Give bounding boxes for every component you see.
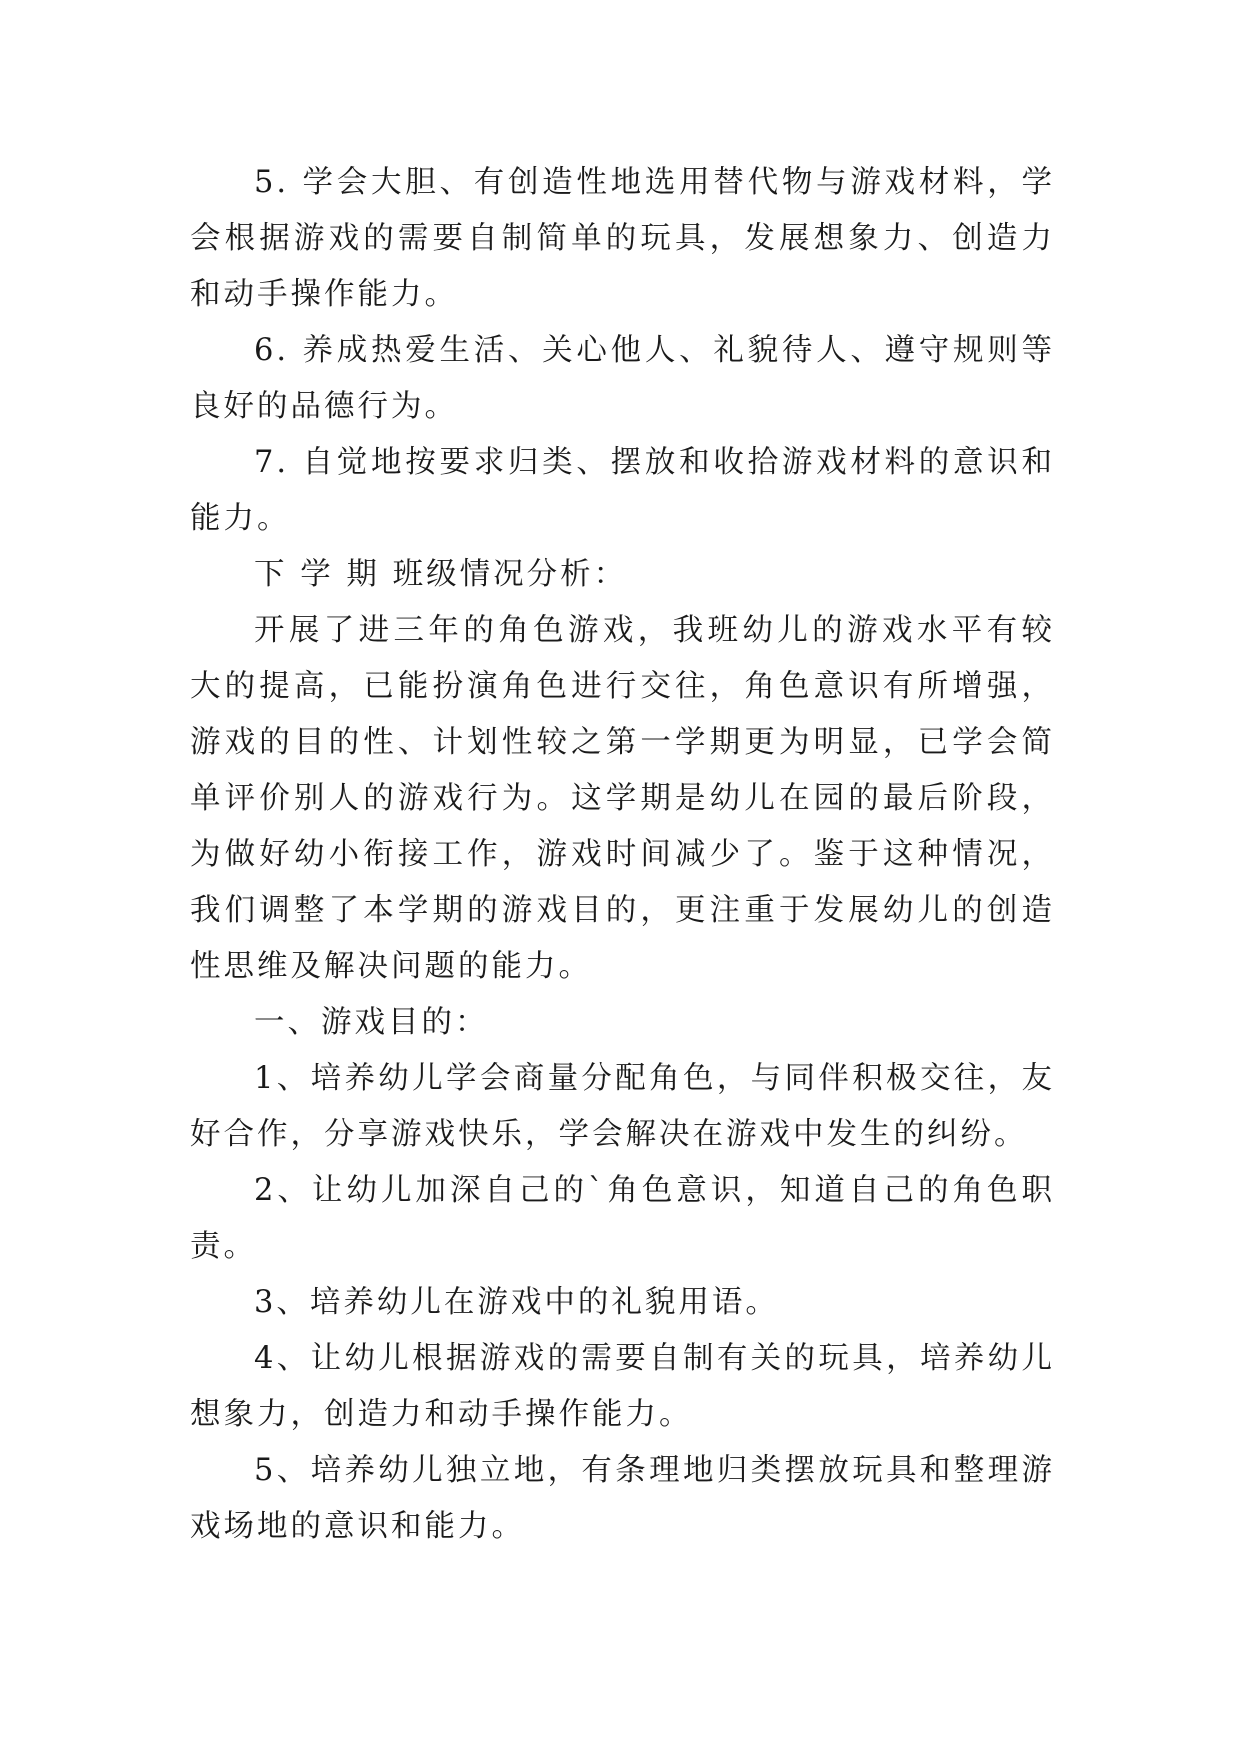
- section-heading-game-goals: 一、游戏目的：: [254, 1005, 489, 1040]
- paragraph-class-analysis: 开展了进三年的角色游戏，我班幼儿的游戏水平有较大的提高，已能扮演角色进行交往，角色意识有所增强，游戏的目的性、计划性较之第一学期更为明显，已学会简单评价别人的游戏行为。这学期是幼儿在园的最后阶段，为做好幼小衔接工作，游戏时间减少了。鉴于这种情况，我们调整了本学期的游戏目的，更注重于发展幼儿的创造性思维及解决问题的能力。: [190, 613, 1055, 984]
- paragraph-goal-6: 6. 养成热爱生活、关心他人、礼貌待人、遵守规则等良好的品德行为。: [190, 333, 1055, 424]
- document-body: [190, 155, 1055, 1555]
- paragraph-game-goal-3: 3、培养幼儿在游戏中的礼貌用语。: [254, 1285, 779, 1320]
- section-heading-class-analysis: 下 学 期 班级情况分析：: [254, 557, 628, 592]
- paragraph-goal-5: 5. 学会大胆、有创造性地选用替代物与游戏材料，学会根据游戏的需要自制简单的玩具，发展想象力、创造力和动手操作能力。: [190, 165, 1055, 312]
- paragraph-game-goal-2: 2、让幼儿加深自己的`角色意识，知道自己的角色职责。: [190, 1173, 1055, 1264]
- paragraph-game-goal-4: 4、让幼儿根据游戏的需要自制有关的玩具，培养幼儿想象力，创造力和动手操作能力。: [190, 1341, 1055, 1432]
- paragraph-game-goal-5: 5、培养幼儿独立地，有条理地归类摆放玩具和整理游戏场地的意识和能力。: [190, 1453, 1055, 1544]
- paragraph-goal-7: 7. 自觉地按要求归类、摆放和收拾游戏材料的意识和能力。: [190, 445, 1055, 536]
- paragraph-game-goal-1: 1、培养幼儿学会商量分配角色，与同伴积极交往，友好合作，分享游戏快乐，学会解决在游戏中发生的纠纷。: [190, 1061, 1055, 1152]
